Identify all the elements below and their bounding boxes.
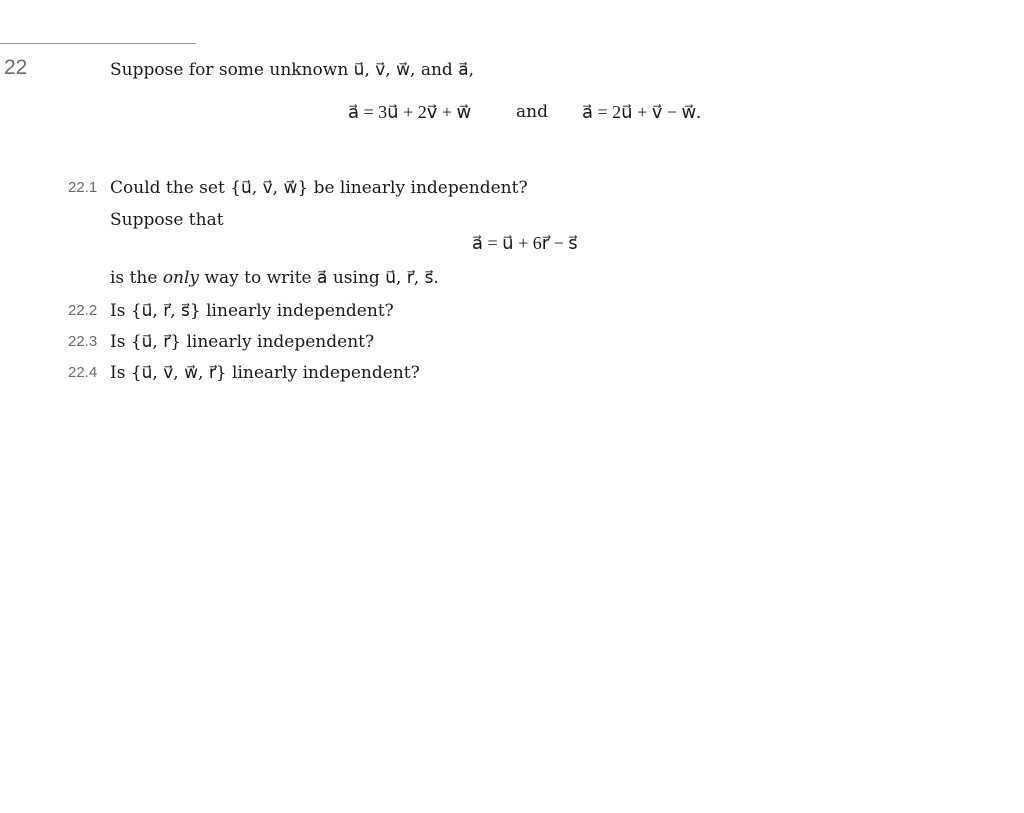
only-word: only (162, 268, 200, 288)
only-way-pre: is the (110, 268, 163, 288)
top-rule (0, 43, 196, 44)
only-way-text (110, 267, 439, 289)
subpart-number: 22.2 (68, 302, 98, 319)
only-way-post: way to write a⃗ using u⃗, r⃗, s⃗. (199, 268, 439, 288)
equation-right: a⃗ = 2u⃗ + v⃗ − w⃗. (582, 102, 701, 122)
equation-joiner: and (516, 102, 548, 122)
problem-intro: Suppose for some unknown u⃗, v⃗, w⃗, and a⃗, (110, 60, 475, 80)
subpart-question: Is {u⃗, v⃗, w⃗, r⃗} linearly independent? (110, 363, 420, 383)
equation-left: a⃗ = 3u⃗ + 2v⃗ + w⃗ (348, 102, 472, 122)
subpart-question: Is {u⃗, r⃗, s⃗} linearly independent? (110, 301, 394, 321)
subpart-number: 22.4 (68, 364, 98, 381)
suppose-that-text: Suppose that (110, 210, 224, 230)
equation-center: a⃗ = u⃗ + 6r⃗ − s⃗ (472, 233, 578, 253)
subpart-question: Is {u⃗, r⃗} linearly independent? (110, 332, 375, 352)
subpart-number: 22.1 (68, 179, 98, 196)
subpart-question: Could the set {u⃗, v⃗, w⃗} be linearly independent? (110, 178, 528, 198)
problem-number: 22 (4, 56, 28, 79)
subpart-number: 22.3 (68, 333, 98, 350)
